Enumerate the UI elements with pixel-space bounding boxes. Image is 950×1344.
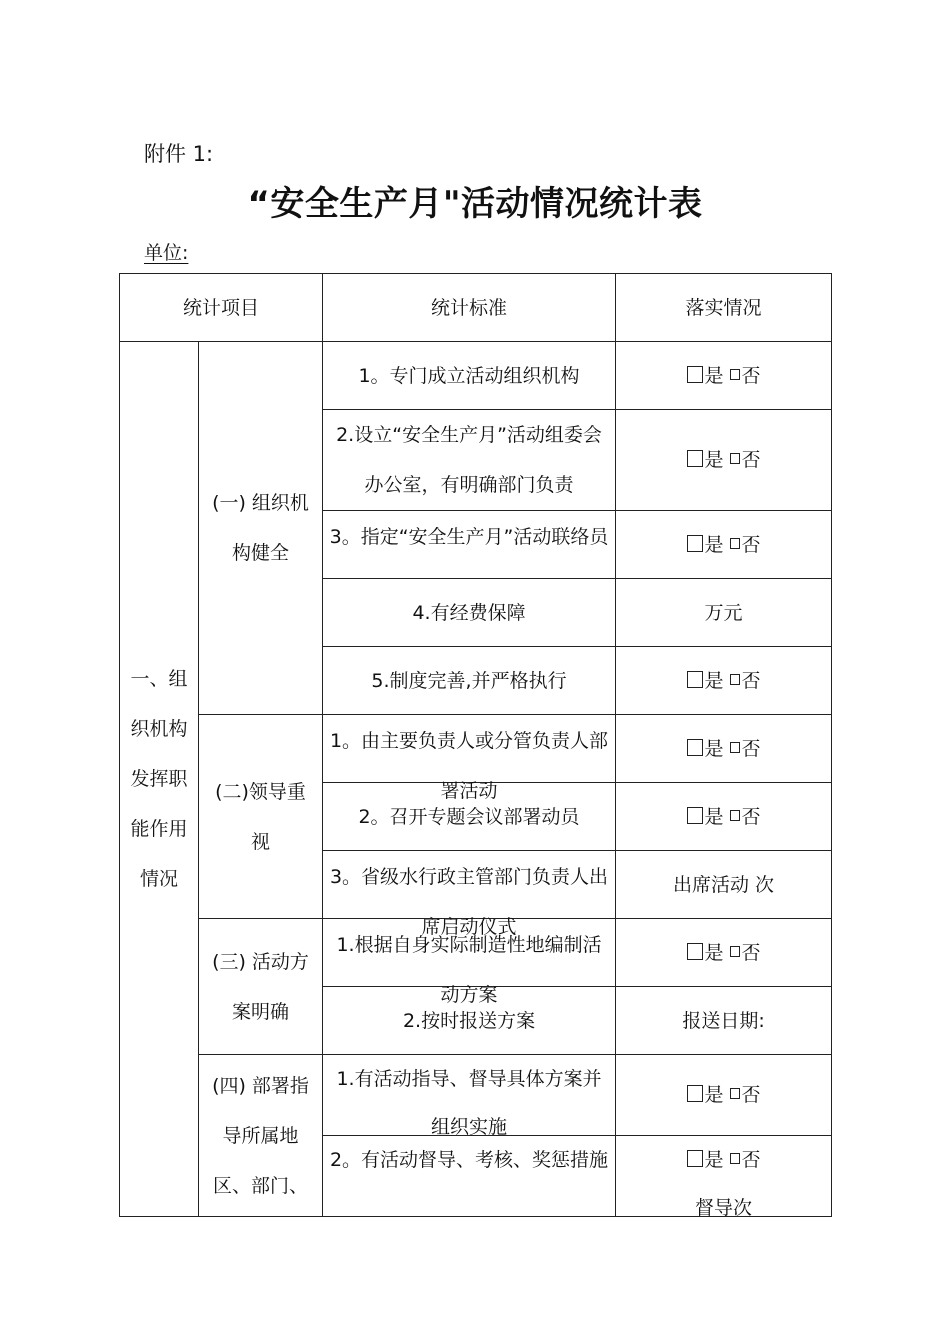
checkbox-yes[interactable] xyxy=(687,535,703,552)
criterion-8: 3。省级水行政主管部门负责人出席启动仪式 xyxy=(323,851,616,919)
checkbox-yes[interactable] xyxy=(687,1150,703,1167)
supervise-count: 督导次 xyxy=(695,1197,753,1219)
status-9: 是 否 xyxy=(616,919,832,987)
checkbox-no[interactable] xyxy=(730,538,740,549)
checkbox-no[interactable] xyxy=(730,674,740,685)
criterion-12: 2。有活动督导、考核、奖惩措施 xyxy=(323,1136,616,1217)
header-status: 落实情况 xyxy=(616,274,832,342)
header-item: 统计项目 xyxy=(120,274,323,342)
status-12: 是 否 督导次 xyxy=(616,1136,832,1217)
group2-label: (二)领导重视 xyxy=(199,715,323,919)
criterion-4: 4.有经费保障 xyxy=(323,579,616,647)
checkbox-yes[interactable] xyxy=(687,450,703,467)
table-row xyxy=(120,1055,832,1136)
checkbox-no[interactable] xyxy=(730,1088,740,1099)
status-10: 报送日期: xyxy=(616,987,832,1055)
table-row xyxy=(120,715,832,783)
checkbox-yes[interactable] xyxy=(687,1085,703,1102)
criterion-9: 1.根据自身实际制造性地编制活动方案 xyxy=(323,919,616,987)
section1-label: 一、组织机构发挥职能作用情况 xyxy=(120,342,199,1217)
status-3: 是 否 xyxy=(616,511,832,579)
checkbox-yes[interactable] xyxy=(687,943,703,960)
status-11: 是 否 xyxy=(616,1055,832,1136)
criterion-2: 2.设立“安全生产月”活动组委会办公室，有明确部门负责 xyxy=(323,410,616,511)
criterion-6: 1。由主要负责人或分管负责人部署活动 xyxy=(323,715,616,783)
criterion-5: 5.制度完善,并严格执行 xyxy=(323,647,616,715)
checkbox-yes[interactable] xyxy=(687,366,703,383)
attachment-label: 附件 1: xyxy=(144,142,214,166)
status-8: 出席活动 次 xyxy=(616,851,832,919)
criterion-3: 3。指定“安全生产月”活动联络员 xyxy=(323,511,616,579)
statistics-table xyxy=(119,273,832,1217)
status-1: 是 否 xyxy=(616,342,832,410)
table-header-row xyxy=(120,274,832,342)
status-2: 是 否 xyxy=(616,410,832,511)
status-6: 是 否 xyxy=(616,715,832,783)
group1-label: (一) 组织机构健全 xyxy=(199,342,323,715)
checkbox-yes[interactable] xyxy=(687,671,703,688)
status-5: 是 否 xyxy=(616,647,832,715)
group3-label: (三) 活动方案明确 xyxy=(199,919,323,1055)
checkbox-no[interactable] xyxy=(730,946,740,957)
checkbox-no[interactable] xyxy=(730,810,740,821)
criterion-10: 2.按时报送方案 xyxy=(323,987,616,1055)
document-title: “安全生产月"活动情况统计表 xyxy=(247,184,703,224)
criterion-7: 2。召开专题会议部署动员 xyxy=(323,783,616,851)
checkbox-yes[interactable] xyxy=(687,807,703,824)
checkbox-no[interactable] xyxy=(730,1153,740,1164)
checkbox-no[interactable] xyxy=(730,369,740,380)
table-row xyxy=(120,919,832,987)
status-4: 万元 xyxy=(616,579,832,647)
checkbox-yes[interactable] xyxy=(687,739,703,756)
header-standard: 统计标准 xyxy=(323,274,616,342)
criterion-1: 1。专门成立活动组织机构 xyxy=(323,342,616,410)
unit-label: 单位: xyxy=(144,242,189,264)
table-row xyxy=(120,342,832,410)
group4-label: (四) 部署指导所属地区、部门、 xyxy=(199,1055,323,1217)
checkbox-no[interactable] xyxy=(730,453,740,464)
status-7: 是 否 xyxy=(616,783,832,851)
checkbox-no[interactable] xyxy=(730,742,740,753)
criterion-11: 1.有活动指导、督导具体方案并组织实施 xyxy=(323,1055,616,1136)
